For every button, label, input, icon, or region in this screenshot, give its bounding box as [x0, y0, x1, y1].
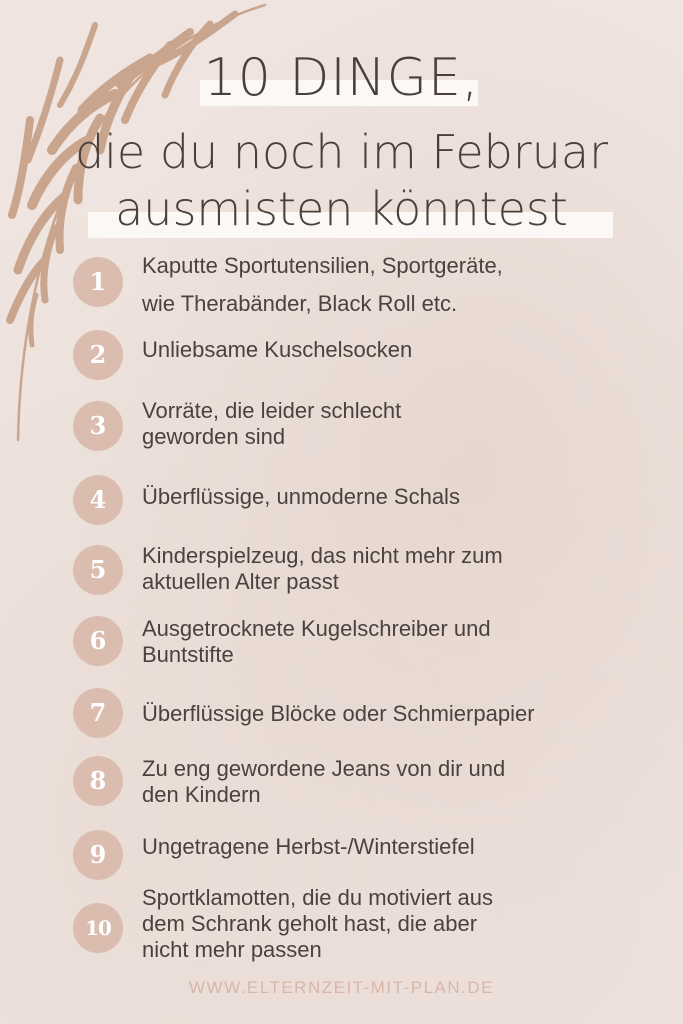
item-text: [142, 756, 662, 808]
item-text: [142, 885, 662, 963]
item-text-content: Überflüssige, unmoderne Schals: [142, 484, 460, 509]
item-text: [142, 337, 662, 363]
item-number-badge: 5: [73, 545, 123, 595]
item-text: [142, 701, 662, 727]
item-number-badge: 6: [73, 616, 123, 666]
item-text: [142, 616, 662, 668]
item-number-badge: 4: [73, 475, 123, 525]
title-text-3: ausmisten könntest: [115, 182, 568, 236]
item-text: [142, 484, 662, 510]
list-item: [0, 325, 683, 395]
item-number-badge: 9: [73, 830, 123, 880]
item-number-badge: 2: [73, 330, 123, 380]
list-item: [0, 398, 683, 468]
item-text-content: Kaputte Sportutensilien, Sportgeräte, wie Therabänder, Black Roll etc.: [142, 253, 503, 316]
title-text-1: 10 DINGE,: [203, 48, 480, 108]
website-url: WWW.ELTERNZEIT-MIT-PLAN.DE: [188, 978, 495, 997]
item-text: [142, 398, 662, 450]
title-line-1: [0, 48, 683, 108]
list-item: [0, 472, 683, 542]
item-number-badge: 3: [73, 401, 123, 451]
item-text-content: Überflüssige Blöcke oder Schmierpapier: [142, 701, 535, 726]
item-text-content: Unliebsame Kuschelsocken: [142, 337, 413, 362]
item-text: [142, 543, 662, 595]
item-text: [142, 834, 662, 860]
item-text-content: Zu eng gewordene Jeans von dir und den Kindern: [142, 756, 506, 807]
list-item: [0, 688, 683, 758]
item-number-badge: 8: [73, 756, 123, 806]
item-number-badge: 1: [73, 257, 123, 307]
item-text-content: Vorräte, die leider schlecht geworden sind: [142, 398, 402, 449]
list-item: [0, 616, 683, 686]
item-text-content: Ausgetrocknete Kugelschreiber und Buntstifte: [142, 616, 491, 667]
item-number-badge: 10: [73, 903, 123, 953]
list-item: [0, 885, 683, 962]
item-text-content: Kinderspielzeug, das nicht mehr zum aktuellen Alter passt: [142, 543, 503, 594]
item-text-content: Ungetragene Herbst-/Winterstiefel: [142, 834, 475, 859]
title-line-2: [0, 125, 683, 179]
title-text-2: die du noch im Februar: [74, 125, 609, 179]
item-text: [142, 247, 662, 323]
list-item: [0, 250, 683, 320]
item-text-content: Sportklamotten, die du motiviert aus dem Schrank geholt hast, die aber nicht mehr passen: [142, 885, 493, 962]
list-item: [0, 756, 683, 826]
list-item: [0, 543, 683, 613]
item-number-badge: 7: [73, 688, 123, 738]
